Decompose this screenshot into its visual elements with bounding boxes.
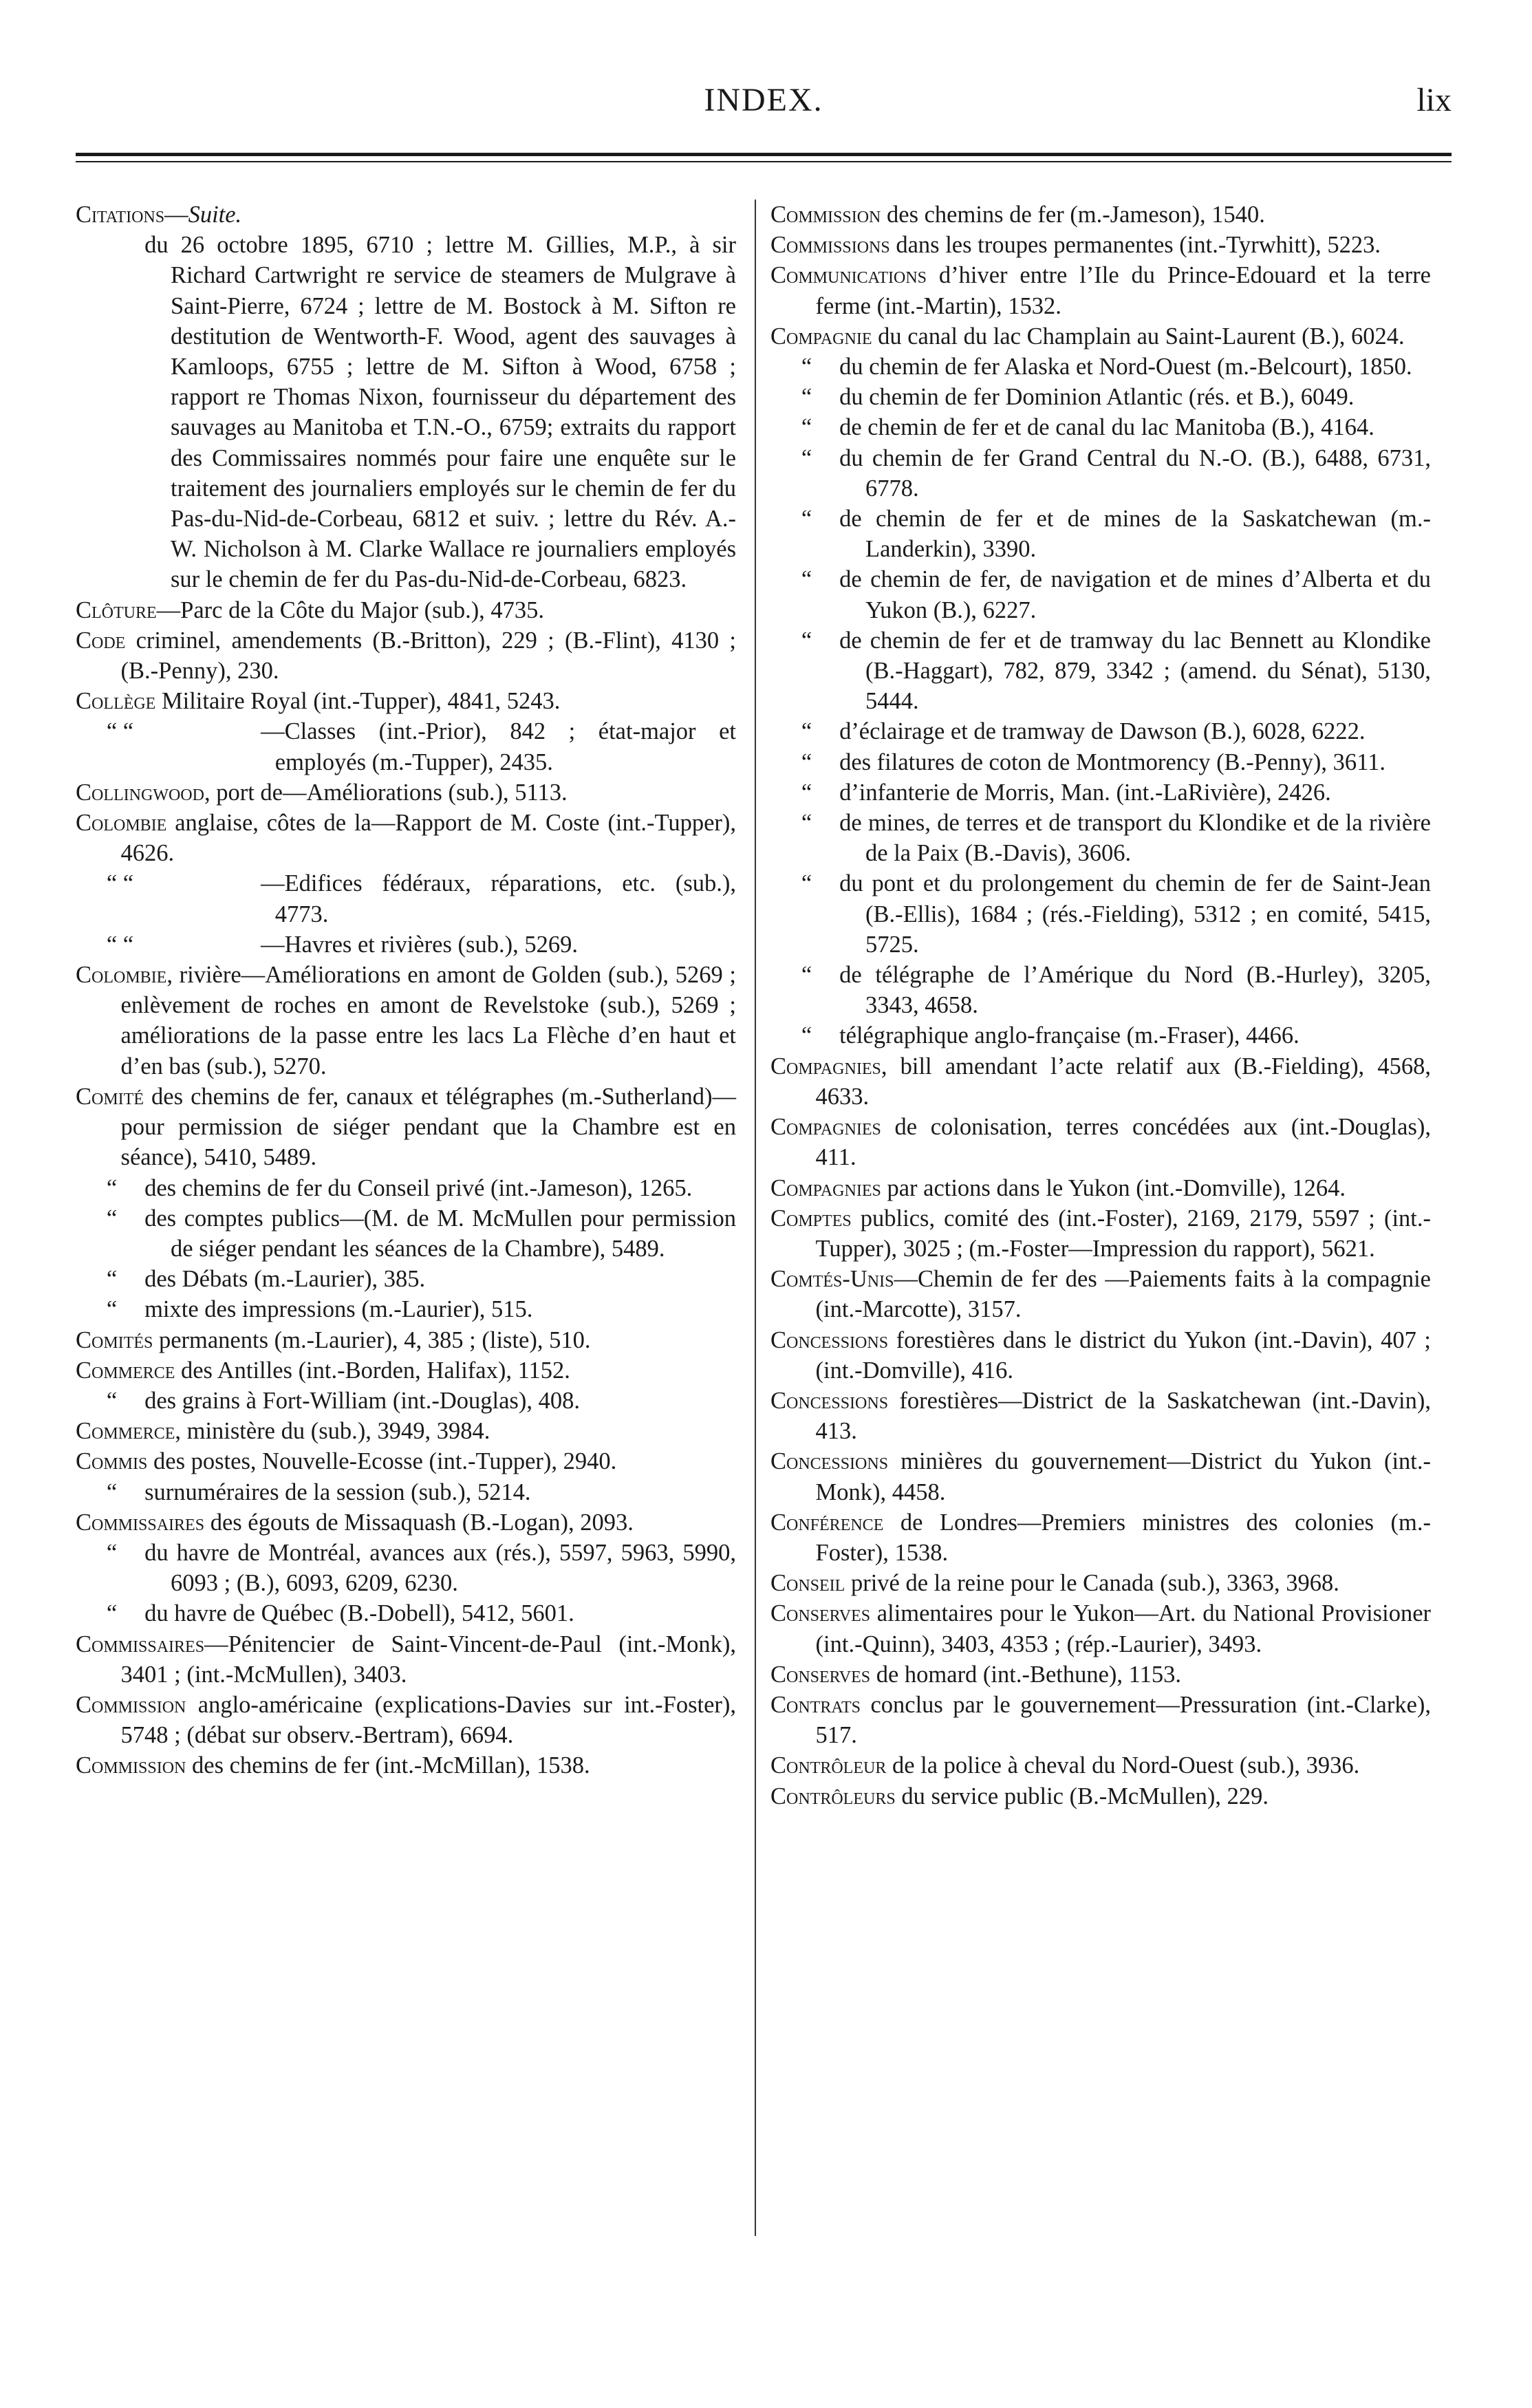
entry-heading: Comités: [76, 1326, 153, 1353]
subentry-text: de chemin de fer, de navigation et de mines d’Alberta et du Yukon (B.), 6227.: [839, 566, 1431, 623]
index-entry: [770, 1264, 1431, 1324]
index-entry: [76, 1690, 736, 1750]
entry-heading: Comptes: [770, 1205, 852, 1232]
entry-text: dans les troupes permanentes (int.-Tyrwhitt), 5223.: [889, 232, 1381, 259]
subentry-text: des chemins de fer du Conseil privé (int.-Jameson), 1265.: [144, 1174, 693, 1201]
entry-heading: Concessions: [770, 1448, 889, 1475]
index-entry: [76, 1082, 736, 1173]
entry-text: d’hiver entre l’Ile du Prince-Edouard et la terre ferme (int.-Martin), 1532.: [815, 262, 1431, 319]
ditto-mark: “: [801, 718, 812, 745]
entry-heading: Citations—: [76, 202, 188, 228]
subentry-text: de chemin de fer et de tramway du lac Bennett au Klondike (B.-Haggart), 782, 879, 3342 ; (amend. du Sénat), 5130, 5444.: [839, 627, 1431, 715]
index-subentry: [770, 808, 1431, 868]
entry-text: minières du gouvernement—District du Yukon (int.-Monk), 4458.: [815, 1448, 1431, 1505]
index-subentry: [76, 1203, 736, 1264]
index-entry: [770, 1507, 1431, 1568]
subentry-text: de mines, de terres et de transport du Klondike et de la rivière de la Paix (B.-Davis), 3606.: [839, 810, 1431, 867]
index-entry: [76, 595, 736, 625]
index-entry: [770, 1781, 1431, 1812]
index-subentry: [770, 412, 1431, 442]
entry-text: du service public (B.-McMullen), 229.: [895, 1783, 1269, 1809]
page-number: lix: [1416, 82, 1452, 118]
index-entry: [770, 1598, 1431, 1659]
index-subentry: [770, 443, 1431, 504]
index-entry: [770, 1690, 1431, 1750]
index-entry: [76, 200, 736, 230]
entry-text: du canal du lac Champlain au Saint-Laurent (B.), 6024.: [872, 323, 1405, 350]
entry-heading: Commerce: [76, 1418, 175, 1445]
ditto-mark: “: [801, 627, 812, 654]
ditto-mark: “: [801, 1022, 812, 1049]
ditto-mark: “: [106, 1296, 118, 1323]
index-entry: [770, 1659, 1431, 1690]
entry-text: des postes, Nouvelle-Ecosse (int.-Tupper), 2940.: [147, 1448, 617, 1475]
entry-heading: Contrôleurs: [770, 1783, 896, 1809]
entry-text: , bill amendant l’acte relatif aux (B.-Fielding), 4568, 4633.: [815, 1053, 1431, 1110]
entry-heading: Code: [76, 627, 126, 654]
entry-heading: Colombie: [76, 962, 167, 989]
entry-heading: Conseil: [770, 1570, 845, 1597]
entry-heading: Commissaires: [76, 1631, 205, 1657]
index-entry: [76, 1416, 736, 1446]
header-rule-thin: [76, 161, 1452, 162]
subentry-text: de chemin de fer et de mines de la Saskatchewan (m.-Landerkin), 3390.: [839, 506, 1431, 563]
entry-text: —Chemin de fer des —Paiements faits à la compagnie (int.-Marcotte), 3157.: [815, 1266, 1431, 1323]
entry-text: , ministère du (sub.), 3949, 3984.: [175, 1418, 490, 1445]
index-subentry: [76, 1386, 736, 1416]
subentry-text: des Débats (m.-Laurier), 385.: [144, 1266, 426, 1293]
index-subentry: [76, 1173, 736, 1203]
entry-heading: Colombie: [76, 810, 167, 837]
column-divider: [755, 200, 756, 2236]
entry-heading: Concessions: [770, 1326, 889, 1353]
entry-heading: Communications: [770, 262, 927, 289]
entry-text: , rivière—Améliorations en amont de Golden (sub.), 5269 ; enlèvement de roches en amont de Revelstoke (sub.), 5269 ; améliorations de la passe entre les lacs La Flèche d’en haut et d’en bas (sub.), 5270.: [120, 962, 736, 1079]
entry-heading: Collingwood: [76, 779, 204, 806]
entry-text: —Pénitencier de Saint-Vincent-de-Paul (int.-Monk), 3401 ; (int.-McMullen), 3403.: [120, 1631, 736, 1688]
entry-heading: Comtés-Unis: [770, 1266, 894, 1293]
entry-heading: Compagnies: [770, 1174, 881, 1201]
index-subentry: [76, 1294, 736, 1324]
index-subentry: [76, 1598, 736, 1628]
header-rule-thick: [76, 153, 1452, 156]
entry-text: alimentaires pour le Yukon—Art. du National Provisioner (int.-Quinn), 3403, 4353 ; (rép.-Laurier), 3493.: [815, 1600, 1431, 1657]
entry-text: des égouts de Missaquash (B.-Logan), 2093.: [204, 1509, 634, 1536]
ditto-mark: “: [801, 384, 812, 411]
ditto-mark: “: [106, 1600, 118, 1627]
entry-text: Militaire Royal (int.-Tupper), 4841, 5243.: [155, 688, 561, 715]
left-column: [76, 200, 736, 1781]
entry-text: de la police à cheval du Nord-Ouest (sub.), 3936.: [886, 1752, 1360, 1779]
subentry-text: des grains à Fort-William (int.-Douglas), 408.: [144, 1387, 580, 1414]
ditto-mark: “: [801, 870, 812, 897]
ditto-mark: “: [801, 414, 812, 441]
entry-heading: Clôture: [76, 596, 157, 623]
index-entry: [76, 686, 736, 716]
ditto-mark: “: [106, 1539, 118, 1566]
entry-text: privé de la reine pour le Canada (sub.), 3363, 3968.: [845, 1570, 1339, 1597]
ditto-mark: “ “: [106, 870, 134, 897]
entry-heading: Conserves: [770, 1661, 871, 1688]
ditto-mark: “: [801, 444, 812, 471]
index-entry: [770, 1112, 1431, 1172]
entry-text: —Parc de la Côte du Major (sub.), 4735.: [156, 596, 545, 623]
right-column: [770, 200, 1431, 1812]
index-entry: [770, 1173, 1431, 1203]
entry-heading: Compagnies: [770, 1114, 881, 1141]
entry-heading: Comité: [76, 1083, 144, 1110]
ditto-mark: “: [801, 962, 812, 989]
index-entry: [770, 1051, 1431, 1112]
entry-heading: Compagnie: [770, 323, 872, 350]
index-entry: [76, 1446, 736, 1476]
entry-heading: Concessions: [770, 1387, 889, 1414]
entry-heading: Conserves: [770, 1600, 871, 1627]
subentry-text: d’infanterie de Morris, Man. (int.-LaRivière), 2426.: [839, 779, 1331, 806]
ditto-mark: “: [801, 354, 812, 380]
entry-text: des chemins de fer, canaux et télégraphes (m.-Sutherland)—pour permission de siéger pendant que la Chambre est en séance), 5410, 5489.: [120, 1083, 736, 1171]
subentry-text: de télégraphe de l’Amérique du Nord (B.-Hurley), 3205, 3343, 4658.: [839, 962, 1431, 1019]
subentry-text: —Classes (int.-Prior), 842 ; état-major et employés (m.-Tupper), 2435.: [261, 718, 736, 775]
subentry-text: —Edifices fédéraux, réparations, etc. (sub.), 4773.: [261, 870, 736, 927]
index-subentry: [76, 929, 736, 960]
index-entry: [770, 1750, 1431, 1781]
index-entry: [770, 1446, 1431, 1507]
index-subentry: [770, 564, 1431, 625]
entry-heading: Contrôleur: [770, 1752, 887, 1779]
subentry-text: de chemin de fer et de canal du lac Manitoba (B.), 4164.: [839, 414, 1374, 441]
entry-text: des chemins de fer (int.-McMillan), 1538.: [186, 1752, 590, 1779]
index-subentry: [770, 504, 1431, 564]
index-entry: [76, 625, 736, 686]
entry-heading: Collège: [76, 688, 156, 715]
index-subentry: [770, 382, 1431, 412]
entry-heading: Commerce: [76, 1357, 175, 1384]
ditto-mark: “: [106, 1205, 118, 1232]
index-entry: [770, 1325, 1431, 1386]
index-subentry: [770, 868, 1431, 960]
subentry-text: des comptes publics—(M. de M. McMullen pour permission de siéger pendant les séances de la Chambre), 5489.: [144, 1205, 736, 1262]
index-subentry: [770, 352, 1431, 382]
index-subentry: [770, 777, 1431, 808]
entry-text: de Londres—Premiers ministres des colonies (m.-Foster), 1538.: [815, 1509, 1431, 1566]
index-entry: [770, 1203, 1431, 1264]
entry-heading: Conférence: [770, 1509, 884, 1536]
entry-heading: Commissions: [770, 232, 890, 259]
subentry-text: du chemin de fer Dominion Atlantic (rés. et B.), 6049.: [839, 384, 1355, 411]
page-header: [76, 81, 1452, 136]
entry-text: permanents (m.-Laurier), 4, 385 ; (liste), 510.: [153, 1326, 591, 1353]
entry-heading: Contrats: [770, 1691, 861, 1718]
index-entry: [76, 1750, 736, 1781]
entry-text: de colonisation, terres concédées aux (int.-Douglas), 411.: [815, 1114, 1431, 1171]
index-entry: [76, 1507, 736, 1538]
entry-heading: Commission: [76, 1691, 186, 1718]
ditto-mark: “: [801, 810, 812, 837]
ditto-mark: “: [801, 779, 812, 806]
index-subentry: [76, 1264, 736, 1294]
ditto-mark: “: [801, 506, 812, 533]
index-entry: [76, 1629, 736, 1690]
ditto-mark: “: [801, 566, 812, 593]
ditto-mark: “: [106, 1479, 118, 1505]
entry-text: des Antilles (int.-Borden, Halifax), 1152.: [175, 1357, 570, 1384]
index-entry: [770, 321, 1431, 352]
index-entry: [76, 1355, 736, 1386]
index-subentry: [76, 716, 736, 777]
subentry-text: du chemin de fer Alaska et Nord-Ouest (m.-Belcourt), 1850.: [839, 354, 1412, 380]
entry-text: de homard (int.-Bethune), 1153.: [870, 1661, 1182, 1688]
running-title: INDEX.: [704, 82, 823, 118]
index-entry: [770, 200, 1431, 230]
index-entry: [770, 260, 1431, 321]
index-subentry: [76, 230, 736, 594]
index-entry: [770, 1386, 1431, 1446]
index-subentry: [770, 747, 1431, 777]
index-entry: [76, 808, 736, 868]
entry-heading: Compagnies: [770, 1053, 881, 1079]
entry-heading: Commission: [770, 202, 881, 228]
index-entry: [770, 1568, 1431, 1598]
entry-text: criminel, amendements (B.-Britton), 229 ; (B.-Flint), 4130 ; (B.-Penny), 230.: [120, 627, 736, 685]
index-subentry: [76, 1538, 736, 1598]
index-entry: [76, 960, 736, 1082]
ditto-mark: “: [106, 1174, 118, 1201]
index-subentry: [76, 1477, 736, 1507]
subentry-text: surnuméraires de la session (sub.), 5214.: [144, 1479, 531, 1505]
entry-heading: Commission: [76, 1752, 186, 1779]
index-entry: [770, 230, 1431, 260]
entry-text: conclus par le gouvernement—Pressuration (int.-Clarke), 517.: [815, 1691, 1431, 1749]
entry-text: forestières—District de la Saskatchewan (int.-Davin), 413.: [815, 1387, 1431, 1445]
subentry-text: d’éclairage et de tramway de Dawson (B.), 6028, 6222.: [839, 718, 1366, 745]
subentry-text: —Havres et rivières (sub.), 5269.: [261, 931, 578, 958]
ditto-mark: “ “: [106, 718, 134, 745]
subentry-text: du havre de Québec (B.-Dobell), 5412, 5601.: [144, 1600, 574, 1627]
index-subentry: [770, 625, 1431, 717]
ditto-mark: “: [106, 1266, 118, 1293]
entry-continuation: Suite.: [188, 202, 242, 228]
entry-text: , port de—Améliorations (sub.), 5113.: [204, 779, 568, 806]
subentry-text: du 26 octobre 1895, 6710 ; lettre M. Gillies, M.P., à sir Richard Cartwright re service de steamers de Mulgrave à Saint-Pierre, 6724 ; lettre de M. Bostock à M. Sifton re destitution de Wentworth-F. Wood, agent des sauvages à Kamloops, 6755 ; lettre de M. Sifton à Wood, 6758 ; rapport re Thomas Nixon, fournisseur du département des sauvages au Manitoba et T.N.-O., 6759; extraits du rapport des Commissaires nommés pour faire une enquête sur le traitement des journaliers employés sur le chemin de fer du Pas-du-Nid-de-Corbeau, 6812 et suiv. ; lettre du Rév. A.-W. Nicholson à M. Clarke Wallace re journaliers employés sur le chemin de fer du Pas-du-Nid-de-Corbeau, 6823.: [144, 232, 736, 593]
subentry-text: des filatures de coton de Montmorency (B.-Penny), 3611.: [839, 749, 1386, 775]
ditto-mark: “: [106, 1387, 118, 1414]
entry-text: forestières dans le district du Yukon (int.-Davin), 407 ; (int.-Domville), 416.: [815, 1326, 1431, 1384]
ditto-mark: “ “: [106, 931, 134, 958]
ditto-mark: “: [801, 749, 812, 775]
index-entry: [76, 1325, 736, 1355]
index-subentry: [770, 960, 1431, 1020]
subentry-text: du chemin de fer Grand Central du N.-O. (B.), 6488, 6731, 6778.: [839, 444, 1431, 502]
subentry-text: mixte des impressions (m.-Laurier), 515.: [144, 1296, 533, 1323]
index-subentry: [770, 716, 1431, 746]
entry-text: anglo-américaine (explications-Davies sur int.-Foster), 5748 ; (débat sur observ.-Bertram), 6694.: [120, 1691, 736, 1749]
subentry-text: télégraphique anglo-française (m.-Fraser), 4466.: [839, 1022, 1299, 1049]
index-subentry: [76, 868, 736, 929]
index-entry: [76, 777, 736, 808]
entry-text: des chemins de fer (m.-Jameson), 1540.: [881, 202, 1265, 228]
entry-heading: Commis: [76, 1448, 148, 1475]
subentry-text: du pont et du prolongement du chemin de fer de Saint-Jean (B.-Ellis), 1684 ; (rés.-Fielding), 5312 ; en comité, 5415, 5725.: [839, 870, 1431, 958]
entry-text: publics, comité des (int.-Foster), 2169, 2179, 5597 ; (int.-Tupper), 3025 ; (m.-Foster—Impression du rapport), 5621.: [815, 1205, 1431, 1262]
entry-heading: Commissaires: [76, 1509, 205, 1536]
entry-text: anglaise, côtes de la—Rapport de M. Coste (int.-Tupper), 4626.: [120, 810, 736, 867]
entry-text: par actions dans le Yukon (int.-Domville), 1264.: [881, 1174, 1346, 1201]
index-subentry: [770, 1020, 1431, 1051]
subentry-text: du havre de Montréal, avances aux (rés.), 5597, 5963, 5990, 6093 ; (B.), 6093, 6209, 6230.: [144, 1539, 736, 1597]
